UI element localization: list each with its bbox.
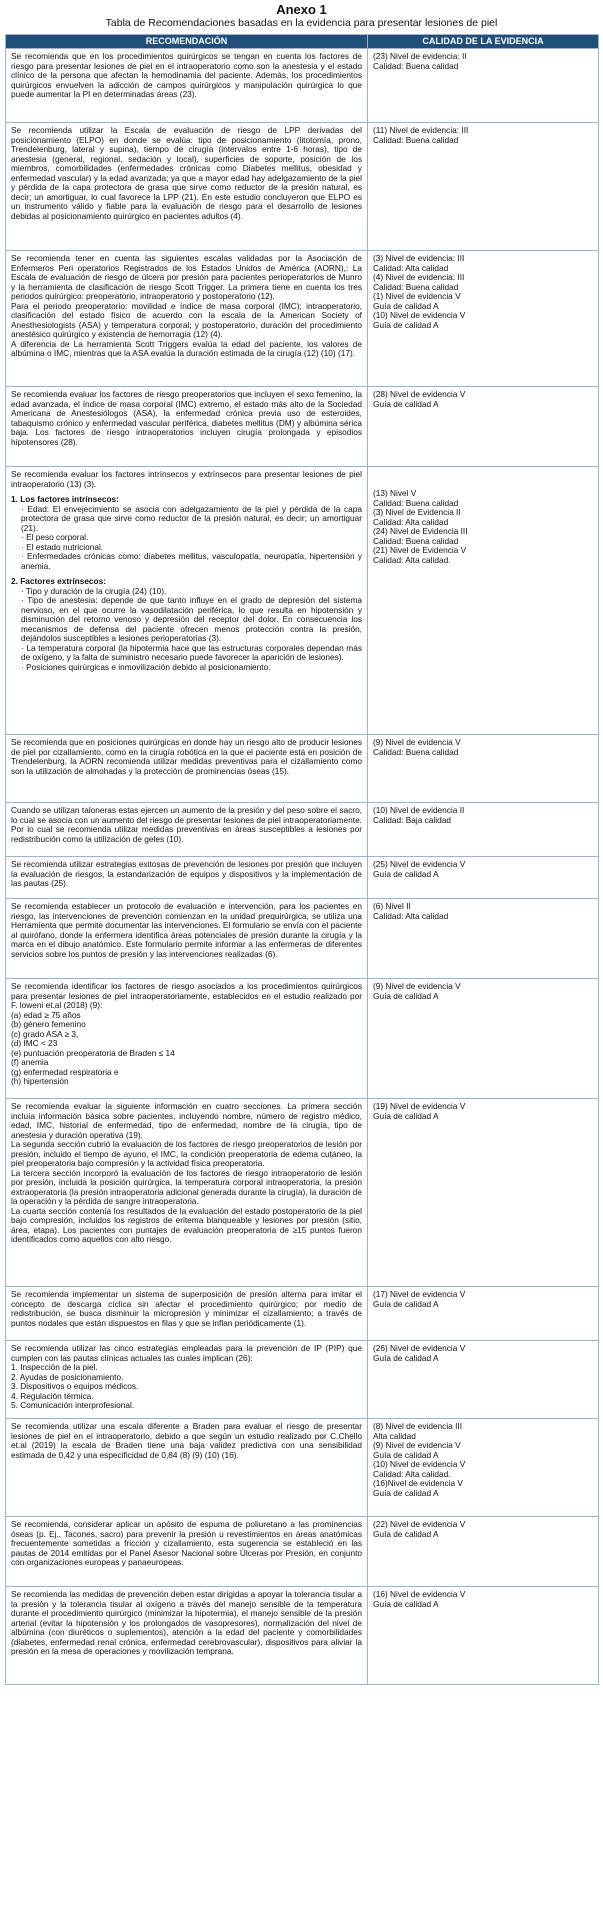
evidence-line: (9) Nivel de evidencia V: [373, 737, 461, 747]
evidence-line: Guía de calidad A: [373, 1298, 439, 1309]
recommendation-text: Se recomienda, considerar aplicar un apósito de espuma de poliuretano a las prominencias óseas (p. Ej., Tacones, sacro) para prevenir la presión u revestimientos en áreas anatómicas frecuentemente sometidas a fricción y cizallamiento, esta sugerencia se estableció en las pautas de 2014 emitidas por el Panel Asesor Nacional sobre Úlceras por Presión, en conjunto con organizaciones europeas y panaeuropeas.: [11, 1519, 362, 1567]
table-row: [6, 467, 599, 735]
evidence-line: Calidad: Buena calidad: [373, 60, 459, 71]
recommendation-cell: [6, 1099, 368, 1287]
table-header-row: [6, 35, 599, 49]
evidence-line: Calidad: Alta calidad.: [373, 1468, 451, 1479]
recommendation-text: Se recomienda que en posiciones quirúrgicas en donde hay un riesgo alto de producir lesiones de piel por cizallamiento, como en la cirugía robótica en la que el paciente está en posición de Trendelenburg, la AORN recomienda utilizar medidas preventivas para el cizallamiento como son la utilización de almohadas y la protección de prominencias óseas (15).: [11, 737, 362, 776]
recommendation-text: La segunda sección cubrió la evaluación de los factores de riesgo preoperatorios de lesión por presión, incluido el tiempo de ayuno, el IMC, la condición preoperatoria de edema cutáneo, la piel preoperatoria bajo compresión y la actividad física preoperatoria.: [11, 1139, 362, 1168]
recommendation-cell: [6, 857, 368, 899]
annex-subtitle: Tabla de Recomendaciones basadas en la evidencia para presentar lesiones de piel: [105, 17, 498, 29]
table-row: [6, 387, 599, 467]
evidence-line: (9) Nivel de evidencia V: [373, 1440, 461, 1450]
recommendation-text: Se recomienda que en los procedimientos quirúrgicos se tengan en cuenta los factores de riesgo para presentar lesiones de piel en el intraoperatorio como son la anestesia y el estado clínico de la persona que afectan la hemodinamia del paciente. Además, los procedimientos quirúrgicos envuelven la adicción de campos quirúrgicos y manipulación quirúrgica lo que puede aumentar la PI en determinadas áreas (23).: [11, 51, 362, 99]
evidence-line: Guía de calidad A: [373, 1528, 439, 1539]
evidence-line: (23) Nivel de evidencia: II: [373, 51, 467, 61]
recommendation-text: Se recomienda tener en cuenta las siguientes escalas validadas por la Asociación de Enfermeros Peri operatorios Registrados de los Estados Unidos de América (AORN),: La Escala de evaluación de riesgo de úlcera por presión para pacientes perioperatorios de Munro y la herramienta de clasificación de riesgo Scott Trigger. La primera tiene en cuenta los tres periodos quirúrgico: preoperatorio, intraoperatorio y postoperatorio (12).: [11, 253, 362, 301]
table-row: [6, 1517, 599, 1587]
evidence-line: (6) Nivel II: [373, 901, 411, 911]
table-row: [6, 251, 599, 387]
evidence-cell: [368, 387, 599, 467]
table-row: [6, 899, 599, 979]
evidence-cell: [368, 899, 599, 979]
evidence-cell: [368, 803, 599, 857]
table-row: [6, 1341, 599, 1419]
evidence-line: Guía de calidad A: [373, 1598, 439, 1609]
evidence-line: (10) Nivel de evidencia V: [373, 1459, 466, 1469]
strategy-item: 2. Ayudas de posicionamiento.: [11, 1371, 124, 1382]
evidence-line: (8) Nivel de evidencia III: [373, 1421, 463, 1431]
evidence-line: Calidad: Alta calidad.: [373, 554, 451, 565]
recommendation-cell: [6, 123, 368, 251]
recommendation-cell: [6, 467, 368, 735]
evidence-line: Calidad: Buena calidad: [373, 134, 459, 145]
recommendation-text: Se recomienda evaluar los factores intrínsecos y extrínsecos para presentar lesiones de piel intraoperatorio (13) (3).: [11, 469, 362, 489]
table-row: [6, 1099, 599, 1287]
col-header-evidence: CALIDAD DE LA EVIDENCIA: [368, 35, 599, 49]
evidence-line: (17) Nivel de evidencia V: [373, 1289, 466, 1299]
evidence-line: Calidad: Baja calidad: [373, 814, 451, 825]
evidence-cell: [368, 251, 599, 387]
list-item: · Posiciones quirúrgicas e inmovilización debido al posicionamiento.: [21, 661, 271, 672]
table-row: [6, 1287, 599, 1341]
evidence-cell: [368, 467, 599, 735]
evidence-line: Guía de calidad A: [373, 319, 439, 330]
risk-factor-item: (b) género femenino: [11, 1019, 86, 1029]
recommendation-cell: [6, 251, 368, 387]
col-header-recommendation: RECOMENDACIÓN: [6, 35, 368, 49]
list-item: · Tipo de anestesia: depende de que tanto influye en el grado de depresión del sistema nervioso, en el que ocurre la vasodilatación periférica, lo que resulta en hipotensión y disminución del retorno venoso y depresión del receptor del dolor. En consecuencia los mecanismos de defensa del paciente ofrecen menos protección contra la presión, dejándolos susceptibles a lesiones perioperatorias (3).: [21, 595, 362, 643]
evidence-line: Calidad: Alta calidad: [373, 910, 449, 921]
recommendation-text: A diferencia de La herramienta Scott Triggers evalúa la edad del paciente, los valores de albúmina o IMC, mientras que la ASA evalúa la duración estimada de la cirugía (12) (10) (17).: [11, 338, 362, 358]
recommendation-cell: [6, 979, 368, 1099]
evidence-cell: [368, 1419, 599, 1517]
recommendation-text: Se recomienda identificar los factores de riesgo asociados a los procedimientos quirúrgicos para presentar lesiones de piel intraoperatoriamente, establecidos en el estudio realizado por F. loweni et.al (2018) (9):: [11, 981, 362, 1010]
risk-factor-item: (f) anemia: [11, 1057, 49, 1067]
evidence-line: (19) Nivel de evidencia V: [373, 1101, 466, 1111]
recommendation-text: Se recomienda utilizar estrategias exitosas de prevención de lesiones por presión que incluyen la evaluación de riesgos, la estandarización de equipos y dispositivos y la implementación de las pautas (25).: [11, 859, 362, 888]
evidence-line: Guía de calidad A: [373, 1110, 439, 1121]
recommendation-cell: [6, 387, 368, 467]
recommendation-text: Se recomienda implementar un sistema de superposición de presión alterna para imitar el concepto de descarga cíclica sin afectar el procedimiento quirúrgico; por medio de redistribución, se busca disminuir la micropresión y minimizar el cizallamiento; a través de puntos nodales que están dispuestos en filas y que se inflan periódicamente (1).: [11, 1289, 362, 1328]
strategy-item: 3. Dispositivos o equipos médicos.: [11, 1381, 139, 1391]
recommendation-text: Para el periodo preoperatorio: movilidad e índice de masa corporal (IMC); intraoperatorio, clasificación del estado físico de acuerdo con la escala de la American Society of Anesthesiologists (ASA) y temperatura corporal; y postoperatorio, duración del procedimiento anestésico quirúrgico y existencia de hemorragia (12) (4).: [11, 300, 362, 339]
table-row: [6, 803, 599, 857]
recommendation-text: Cuando se utilizan taloneras estas ejercen un aumento de la presión y del peso sobre el sacro, lo cual se asocia con un aumento del riesgo de presentar lesiones de piel intraoperatoriamente. Por lo cual se recomienda utilizar medidas preventivas en áreas susceptibles a lesiones por redistribución como la utilización de geles (10).: [11, 805, 362, 844]
evidence-line: (9) Nivel de evidencia V: [373, 981, 461, 991]
evidence-cell: [368, 1287, 599, 1341]
intrinsic-factors-title: 1. Los factores intrínsecos:: [11, 494, 119, 504]
recommendation-text: Se recomienda utilizar la Escala de evaluación de riesgo de LPP derivadas del posicionamiento (ELPO) en donde se evalúa: tipo de posicionamiento (litotomía, prono, Trendelenburg, lateral y supina), tiempo de cirugía (intervalos entre 1-6 horas), tipo de anestesia (general, regional, sedación y local), superficies de soporte, posición de los miembros, comorbilidades (enfermedades crónicas como Diabetes mellitus, obesidad y enfermedad vascular) y la edad avanzada; ya que a mayor edad hay adelgazamiento de la piel y pérdida de la capa protectora de grasa que sirve como reductor de la presión natural, es decir; un amortiguar, lo cual favorece la LPP (21). En este estudio concluyeron que ELPO es un instrumento válido y fiable para la evaluación de riesgo para el desarrollo de lesiones debidas al posicionamiento quirúrgico en pacientes adultos (4).: [11, 125, 362, 221]
recommendations-table: [5, 34, 599, 1685]
list-item: · Enfermedades crónicas como: diabetes mellitus, vasculopatía, neuropatía, hipertensión y anemia.: [21, 551, 362, 571]
table-row: [6, 979, 599, 1099]
evidence-line: (22) Nivel de evidencia V: [373, 1519, 466, 1529]
evidence-line: (26) Nivel de evidencia V: [373, 1343, 466, 1353]
evidence-line: (3) Nivel de Evidencia II: [373, 507, 461, 517]
strategy-item: 4. Regulación térmica.: [11, 1390, 94, 1401]
evidence-cell: [368, 123, 599, 251]
recommendation-cell: [6, 1419, 368, 1517]
evidence-line: (24) Nivel de Evidencia III: [373, 526, 468, 536]
evidence-line: Calidad: Alta calidad: [373, 516, 449, 527]
evidence-line: Guía de calidad A: [373, 990, 439, 1001]
evidence-line: (3) Nivel de evidencia: III: [373, 253, 465, 263]
evidence-line: (10) Nivel de evidencia V: [373, 310, 466, 320]
table-row: [6, 857, 599, 899]
evidence-cell: [368, 1517, 599, 1587]
evidence-line: Calidad: Buena calidad: [373, 497, 459, 508]
table-row: [6, 1587, 599, 1685]
table-row: [6, 735, 599, 803]
evidence-line: (1) Nivel de evidencia V: [373, 291, 461, 301]
annex-title: Anexo 1: [276, 2, 327, 17]
evidence-cell: [368, 979, 599, 1099]
evidence-line: Calidad: Buena calidad: [373, 281, 459, 292]
recommendation-cell: [6, 1341, 368, 1419]
evidence-cell: [368, 1341, 599, 1419]
risk-factor-item: (h) hipertensión: [11, 1076, 69, 1086]
evidence-cell: [368, 1099, 599, 1287]
evidence-line: (16) Nivel de evidencia V: [373, 1589, 466, 1599]
evidence-line: (16)Nivel de evidencia V: [373, 1478, 463, 1488]
recommendation-text: Se recomienda evaluar los factores de riesgo preoperatorios que incluyen el sexo femenino, la edad avanzada, el índice de masa corporal (IMC) extremo, el estado más alto de la Sociedad Americana de Anestesiólogos (ASA), la enfermedad crónica previa uso de esteroides, tabaquismo crónico y enfermedad vascular periférica, diabetes mellitus (DM) y albúmina sérica baja. Los factores de riesgo intraoperatorios incluyen cirugía prolongada y episodios hipotensores (28).: [11, 389, 362, 447]
evidence-cell: [368, 857, 599, 899]
table-row: [6, 1419, 599, 1517]
evidence-line: (11) Nivel de evidencia: III: [373, 125, 469, 135]
evidence-line: Calidad: Alta calidad: [373, 262, 449, 273]
strategy-item: 5. Comunicación interprofesional.: [11, 1400, 135, 1410]
evidence-line: Guía de calidad A: [373, 1449, 439, 1460]
evidence-line: (10) Nivel de evidencia II: [373, 805, 465, 815]
strategy-item: 1. Inspección de la piel.: [11, 1362, 98, 1372]
risk-factor-item: (a) edad ≥ 75 años: [11, 1009, 81, 1020]
evidence-line: (21) Nivel de Evidencia V: [373, 545, 467, 555]
risk-factor-item: (c) grado ASA ≥ 3,: [11, 1028, 79, 1039]
evidence-line: (28) Nivel de evidencia V: [373, 389, 466, 399]
list-item: · Tipo y duración de la cirugía (24) (10).: [21, 585, 167, 596]
evidence-line: Guía de calidad A: [373, 1487, 439, 1498]
evidence-line: Guía de calidad A: [373, 868, 439, 879]
risk-factor-item: (e) puntuación preoperatoria de Braden ≤ 14: [11, 1047, 175, 1058]
evidence-cell: [368, 1587, 599, 1685]
table-row: [6, 123, 599, 251]
evidence-line: Guía de calidad A: [373, 1352, 439, 1363]
list-item: · Edad: El envejecimiento se asocia con adelgazamiento de la piel y pérdida de la capa protectora de grasa que sirve como reductor de la presión natural, es decir; un amortiguar (21).: [21, 503, 362, 533]
extrinsic-factors-title: 2. Factores extrínsecos:: [11, 576, 106, 586]
recommendation-text: La tercera sección incorporó la evaluación de los factores de riesgo intraoperatorio de lesión por presión, incluida la posición quirúrgica, la temperatura corporal intraoperatoria, la presión extraoperatoria (la presión intraoperatoria adicional generada durante la cirugía), la duración de la operación y la pérdida de sangre intraoperatoria.: [11, 1167, 362, 1206]
recommendation-cell: [6, 1587, 368, 1685]
recommendation-text: Se recomienda las medidas de prevención deben estar dirigidas a apoyar la tolerancia tisular a la presión y la tolerancia tisular al oxígeno a través del manejo sensible de la temperatura durante el procedimiento quirúrgico (minimizar la hipotermia), el manejo sensible de la presión arterial (evitar la hipotensión y los prolongados de vasopresores), normalización del nivel de albúmina (con diuréticos o suplementos), atención a la edad del paciente y comorbilidades (diabetes, enfermedad renal crónica, enfermedad cerebrovascular), dispositivos para aliviar la presión en la mesa de operaciones y movilización temprana.: [11, 1589, 362, 1656]
risk-factor-item: (d) IMC < 23: [11, 1038, 58, 1048]
list-item: · La temperatura corporal (la hipotermia hace que las estructuras corporales dependan más de oxígeno, y la falta de suministro necesario puede favorecer la aparición de lesiones).: [21, 642, 362, 662]
recommendation-cell: [6, 899, 368, 979]
recommendation-cell: [6, 1517, 368, 1587]
recommendation-cell: [6, 735, 368, 803]
risk-factor-item: (g) enfermedad respiratoria e: [11, 1066, 119, 1077]
evidence-line: Calidad: Buena calidad: [373, 746, 459, 757]
recommendation-text: La cuarta sección contenía los resultados de la evaluación del estado postoperatorio de la piel bajo compresión, incluidos los registros de eritema blanqueable y lesiones por presión (sitio, área, etapa). Los pacientes con puntajes de evaluación preoperatoria de ≥15 puntos fueron identificados como aquellos con alto riesgo.: [11, 1205, 362, 1244]
recommendation-text: Se recomienda utilizar las cinco estrategias empleadas para la prevención de IP (PIP) que cumplen con las pautas clínicas actuales las cuales implican (26):: [11, 1343, 362, 1363]
recommendation-text: Se recomienda evaluar la siguiente información en cuatro secciones. La primera sección incluía información básica sobre pacientes, incluyendo nombre, número de registro médico, edad, IMC, historial de enfermedad, tipo de enfermedad, nombre de la cirugía, tipo de anestesia y duración operativa (19).: [11, 1101, 362, 1140]
recommendation-cell: [6, 1287, 368, 1341]
evidence-line: Calidad: Buena calidad: [373, 535, 459, 546]
evidence-line: Guía de calidad A: [373, 300, 439, 311]
list-item: · El peso corporal.: [21, 532, 89, 542]
evidence-line: (13) Nivel V: [373, 488, 417, 498]
recommendation-cell: [6, 49, 368, 123]
evidence-line: Guía de calidad A: [373, 398, 439, 409]
list-item: · El estado nutricional.: [21, 541, 104, 552]
evidence-line: (4) Nivel de evidencia: III: [373, 272, 465, 282]
evidence-cell: [368, 735, 599, 803]
evidence-cell: [368, 49, 599, 123]
recommendation-cell: [6, 803, 368, 857]
evidence-line: Alta calidad: [373, 1430, 416, 1441]
evidence-line: (25) Nivel de evidencia V: [373, 859, 466, 869]
table-row: [6, 49, 599, 123]
recommendation-text: Se recomienda utilizar una escala diferente a Braden para evaluar el riesgo de presentar lesiones de piel en el intraoperatorio, debido a que según un estudio realizado por C.Chello et.al (2019) la escala de Braden tiene una baja validez predictiva con una sensibilidad estimada de 0,42 y una especificidad de 0,84 (8) (9) (10) (16).: [11, 1421, 362, 1460]
recommendation-text: Se recomienda establecer un protocolo de evaluación e intervención, para los pacientes en riesgo, las intervenciones de prevención comienzan en la unidad prequirúrgica, se utiliza una Herramienta que permite documentar las intervenciones. El formulario se envía con el paciente al quirófano, donde la enfermera identifica áreas potenciales de presión durante la cirugía y la marca en el dibujo anatómico. Este formulario permite informar a las enfermeras de diferentes servicios sobre los puntos de presión y las intervenciones realizadas (6).: [11, 901, 362, 959]
